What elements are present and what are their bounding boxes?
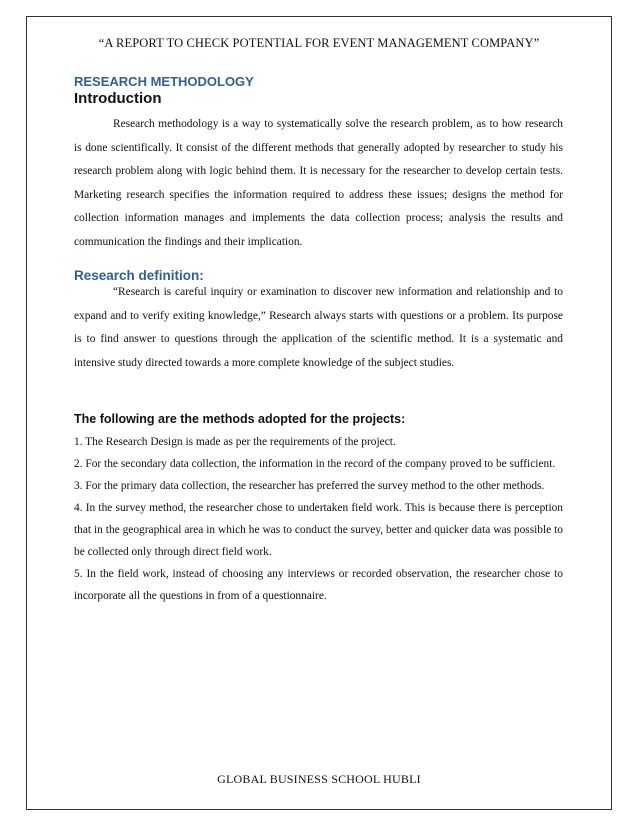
methods-list [74, 431, 563, 607]
methods-heading: The following are the methods adopted for the projects: [74, 412, 406, 426]
list-item: 1. The Research Design is made as per the requirements of the project. [74, 436, 396, 448]
definition-paragraph: “Research is careful inquiry or examination to discover new information and relationship and to expand and to verify exiting knowledge,” Research always starts with questions or a problem. Its purpose is to find answer to questions through the application of the scientific method. It is a systematic and intensive study directed towards a more complete knowledge of the subject studies. [74, 286, 563, 369]
introduction-heading: Introduction [74, 90, 162, 107]
definition-heading: Research definition: [74, 268, 204, 283]
page-content [74, 74, 563, 607]
introduction-paragraph: Research methodology is a way to systematically solve the research problem, as to how research is done scientifically. It consist of the different methods that generally adopted by researcher to study his research problem along with logic behind them. It is necessary for the researcher to develop certain tests. Marketing research specifies the information required to address these issues; designs the method for collection information manages and implements the data collection process; analysis the results and communication the findings and their implication. [74, 118, 563, 248]
list-item: 2. For the secondary data collection, the information in the record of the company proved to be sufficient. [74, 458, 556, 470]
list-item: 5. In the field work, instead of choosing any interviews or recorded observation, the researcher chose to incorporate all the questions in from of a questionnaire. [74, 568, 563, 602]
page-footer: GLOBAL BUSINESS SCHOOL HUBLI [217, 772, 421, 786]
list-item: 3. For the primary data collection, the researcher has preferred the survey method to the other methods. [74, 480, 545, 492]
page-header: “A REPORT TO CHECK POTENTIAL FOR EVENT MANAGEMENT COMPANY” [98, 36, 540, 50]
list-item: 4. In the survey method, the researcher chose to undertaken field work. This is because there is perception that in the geographical area in which he was to conduct the survey, better and quicker data was possible to be collected only through direct field work. [74, 502, 563, 558]
section-title: RESEARCH METHODOLOGY [74, 74, 254, 89]
